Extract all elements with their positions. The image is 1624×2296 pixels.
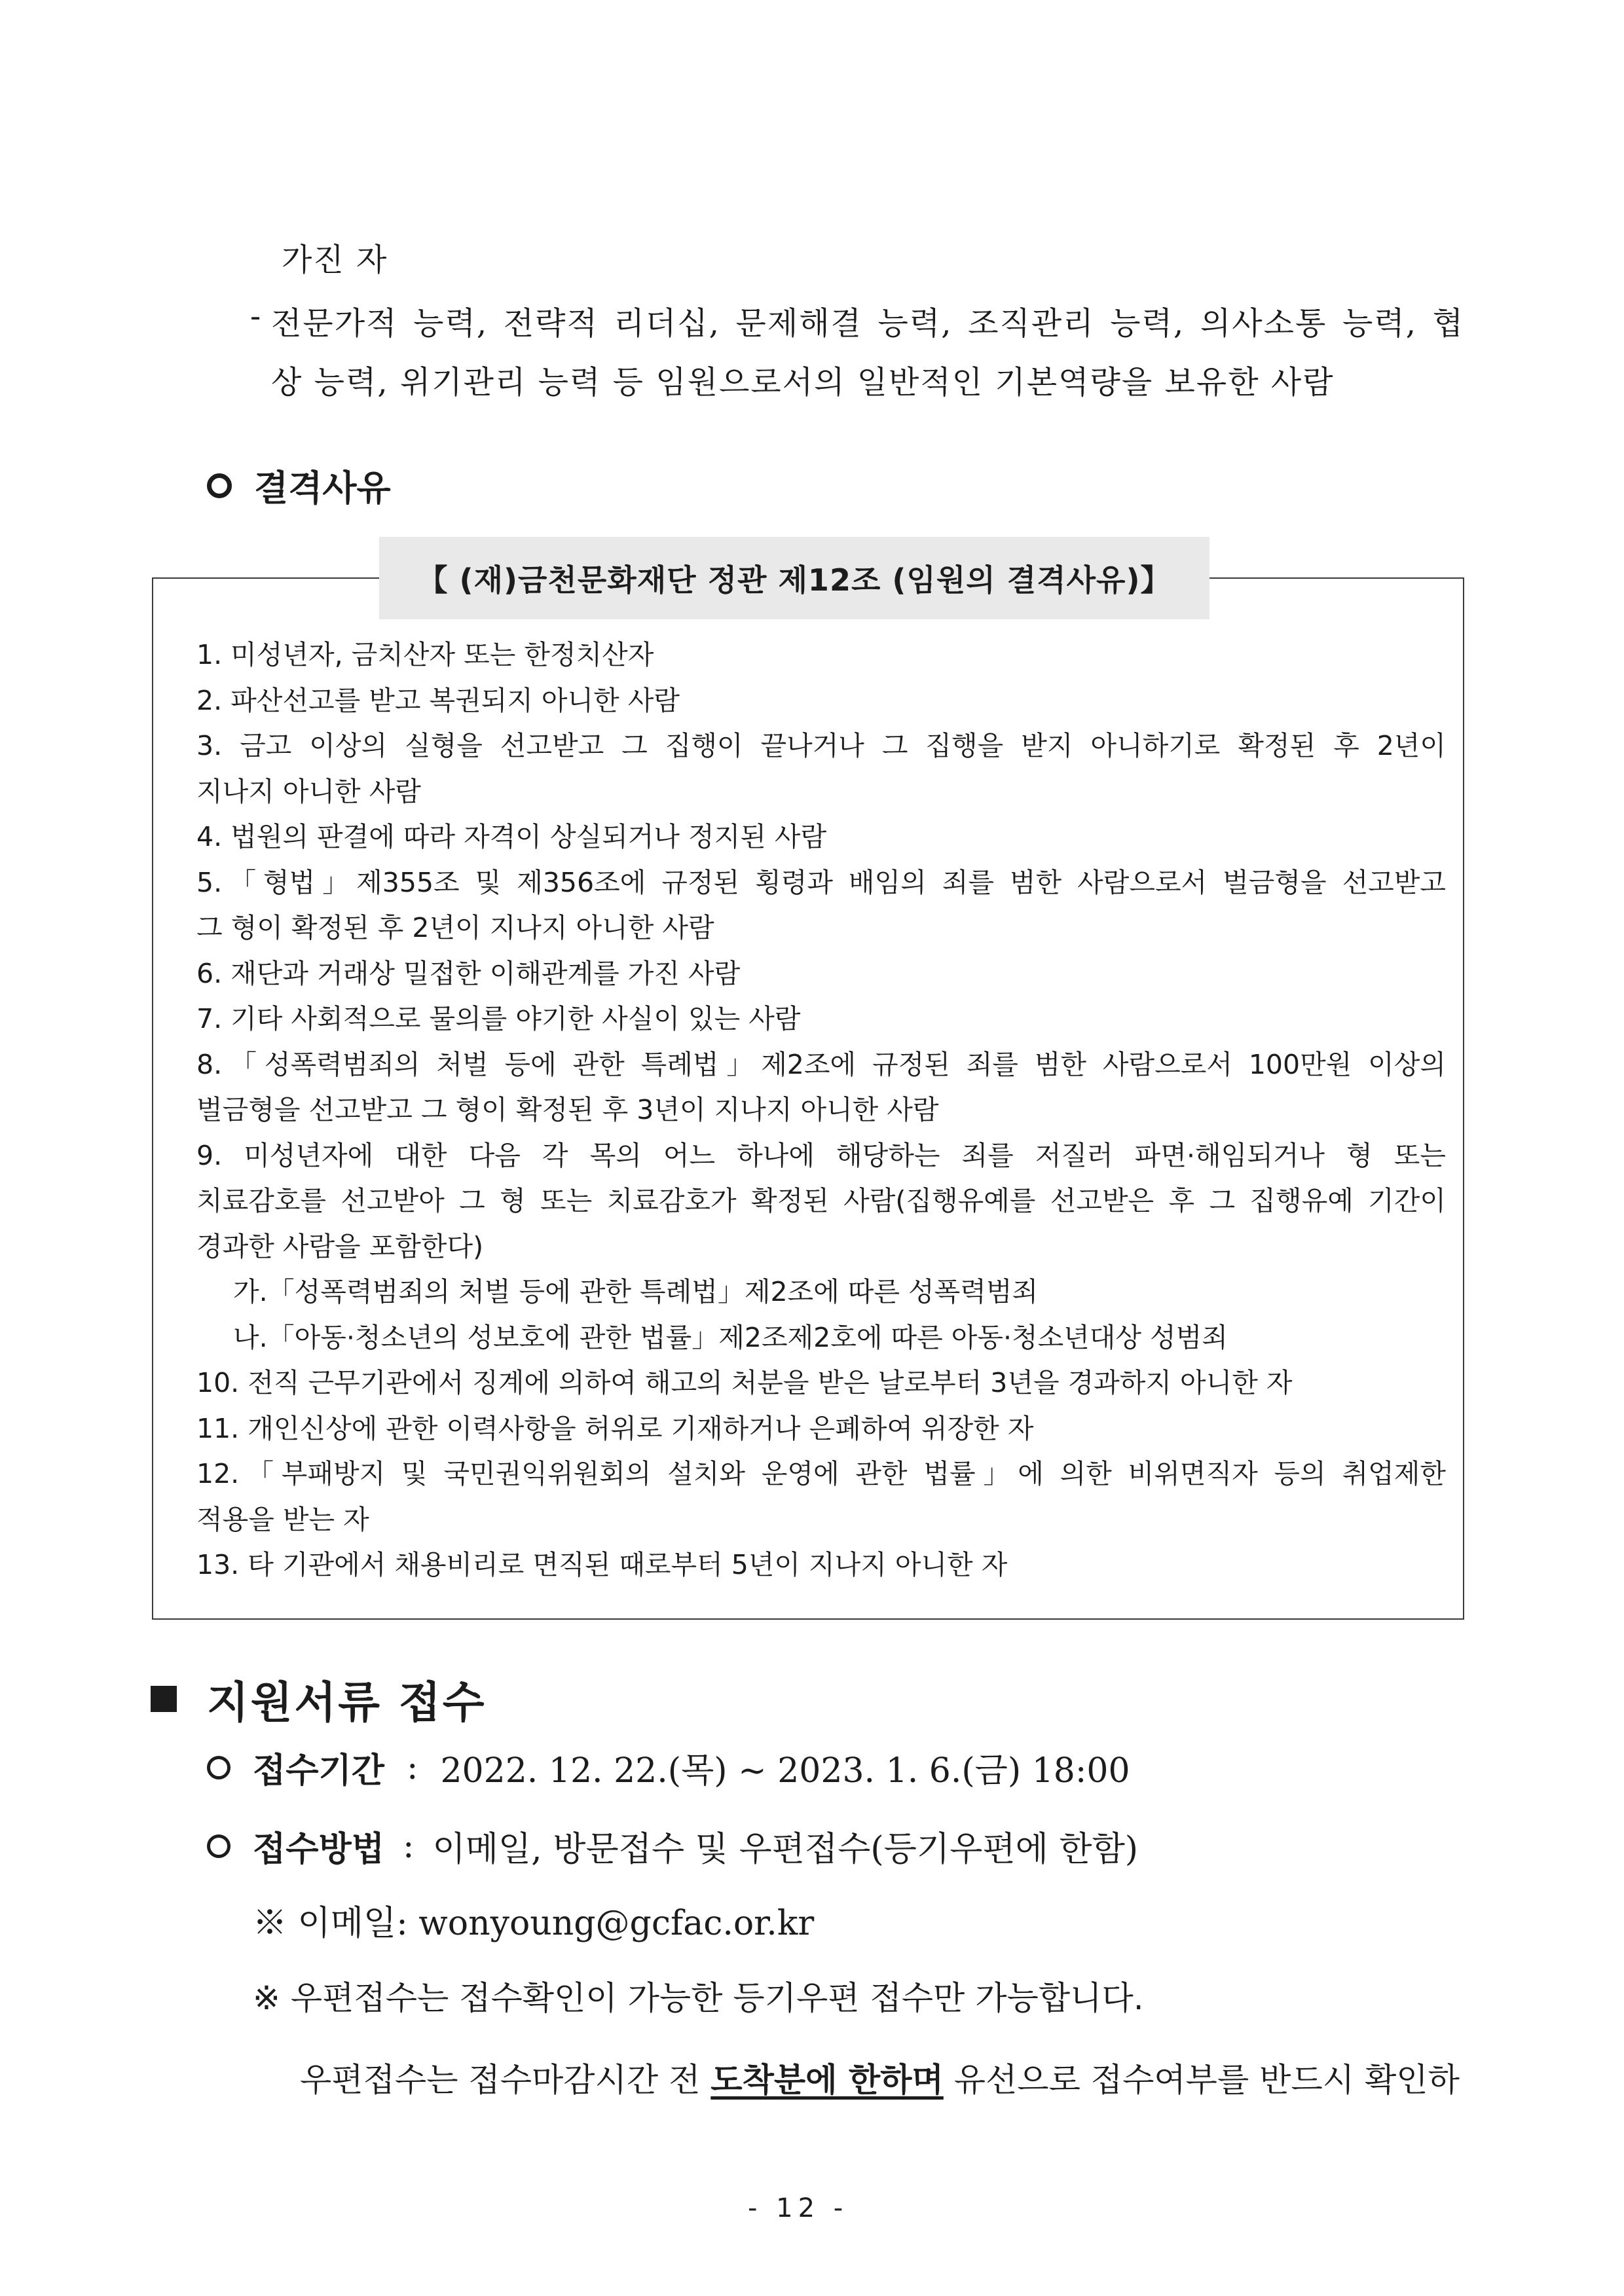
articles-box-title: 【 (재)금천문화재단 정관 제12조 (임원의 결격사유)】 — [379, 537, 1209, 619]
article-line: 12.「부패방지 및 국민권익위원회의 설치와 운영에 관한 법률」에 의한 비위면직자 등의 취업제한 — [196, 1458, 1446, 1489]
article-line: 벌금형을 선고받고 그 형이 확정된 후 3년이 지나지 아니한 사람 — [196, 1094, 939, 1125]
intro-bullet-dash: - — [250, 298, 263, 335]
article-line: 10. 전직 근무기관에서 징계에 의하여 해고의 처분을 받은 날로부터 3년을 경과하지 아니한 자 — [196, 1367, 1293, 1398]
mail-detail-pre: 우편접수는 접수마감시간 전 — [300, 2061, 711, 2099]
square-bullet-icon — [151, 1686, 177, 1712]
mail-detail-emphasis: 도착분에 한하며 — [710, 2061, 944, 2099]
article-line: 지나지 아니한 사람 — [196, 775, 421, 807]
intro-bullet-line2: 상 능력, 위기관리 능력 등 임원으로서의 일반적인 기본역량을 보유한 사람 — [271, 364, 1335, 401]
article-line: 8.「성폭력범죄의 처벌 등에 관한 특례법」제2조에 규정된 죄를 범한 사람으로서 100만원 이상의 — [196, 1048, 1446, 1080]
period-value: 2022. 12. 22.(목) ~ 2023. 1. 6.(금) 18:00 — [440, 1751, 1130, 1791]
article-line: 나.「아동·청소년의 성보호에 관한 법률」제2조제2호에 따른 아동·청소년대상 성범죄 — [233, 1321, 1228, 1353]
hollow-circle-bullet-icon — [207, 1756, 231, 1779]
period-separator: : — [406, 1747, 418, 1787]
application-method — [207, 1821, 1138, 1870]
method-separator: : — [402, 1826, 415, 1866]
method-value: 이메일, 방문접수 및 우편접수(등기우편에 한함) — [432, 1830, 1139, 1869]
email-note: ※ 이메일: wonyoung@gcfac.or.kr — [253, 1904, 815, 1943]
disqualification-heading — [207, 460, 391, 511]
article-line: 4. 법원의 판결에 따라 자격이 상실되거나 정지된 사람 — [196, 821, 827, 852]
article-line: 치료감호를 선고받아 그 형 또는 치료감호가 확정된 사람(집행유예를 선고받은 후 그 집행유예 기간이 — [196, 1185, 1446, 1216]
article-line: 경과한 사람을 포함한다) — [196, 1230, 484, 1262]
disqualification-heading-text: 결격사유 — [254, 467, 391, 509]
application-heading — [151, 1667, 487, 1730]
article-line: 그 형이 확정된 후 2년이 지나지 아니한 사람 — [196, 912, 714, 943]
article-line: 13. 타 기관에서 채용비리로 면직된 때로부터 5년이 지나지 아니한 자 — [196, 1549, 1008, 1580]
article-line: 9. 미성년자에 대한 다음 각 목의 어느 하나에 해당하는 죄를 저질러 파면·해임되거나 형 또는 — [196, 1139, 1446, 1171]
intro-bullet-line1: 전문가적 능력, 전략적 리더십, 문제해결 능력, 조직관리 능력, 의사소통 능력, 협 — [271, 305, 1464, 342]
application-period — [207, 1743, 1130, 1792]
intro-line0: 가진 자 — [282, 242, 388, 278]
application-heading-text: 지원서류 접수 — [207, 1677, 487, 1728]
method-label: 접수방법 — [253, 1830, 384, 1869]
article-line: 적용을 받는 자 — [196, 1503, 369, 1535]
article-line: 5.「형법」제355조 및 제356조에 규정된 횡령과 배임의 죄를 범한 사람으로서 벌금형을 선고받고 — [196, 866, 1446, 898]
mail-detail-post: 유선으로 접수여부를 반드시 확인하 — [943, 2061, 1460, 2099]
articles-list — [196, 632, 1446, 1588]
article-line: 2. 파산선고를 받고 복권되지 아니한 사람 — [196, 684, 680, 716]
page-number: - 12 - — [748, 2193, 849, 2223]
article-line: 3. 금고 이상의 실형을 선고받고 그 집행이 끝나거나 그 집행을 받지 아니하기로 확정된 후 2년이 — [196, 730, 1446, 761]
article-line: 1. 미성년자, 금치산자 또는 한정치산자 — [196, 639, 654, 670]
hollow-circle-bullet-icon — [207, 1834, 231, 1858]
article-line: 가.「성폭력범죄의 처벌 등에 관한 특례법」제2조에 따른 성폭력범죄 — [233, 1276, 1039, 1307]
hollow-circle-bullet-icon — [207, 473, 232, 498]
article-line: 11. 개인신상에 관한 이력사항을 허위로 기재하거나 은폐하여 위장한 자 — [196, 1412, 1034, 1444]
mail-note: ※ 우편접수는 접수확인이 가능한 등기우편 접수만 가능합니다. — [253, 1979, 1144, 2017]
article-line: 6. 재단과 거래상 밀접한 이해관계를 가진 사람 — [196, 957, 741, 989]
mail-detail — [300, 2054, 1460, 2101]
period-label: 접수기간 — [253, 1751, 384, 1791]
article-line: 7. 기타 사회적으로 물의를 야기한 사실이 있는 사람 — [196, 1003, 801, 1034]
